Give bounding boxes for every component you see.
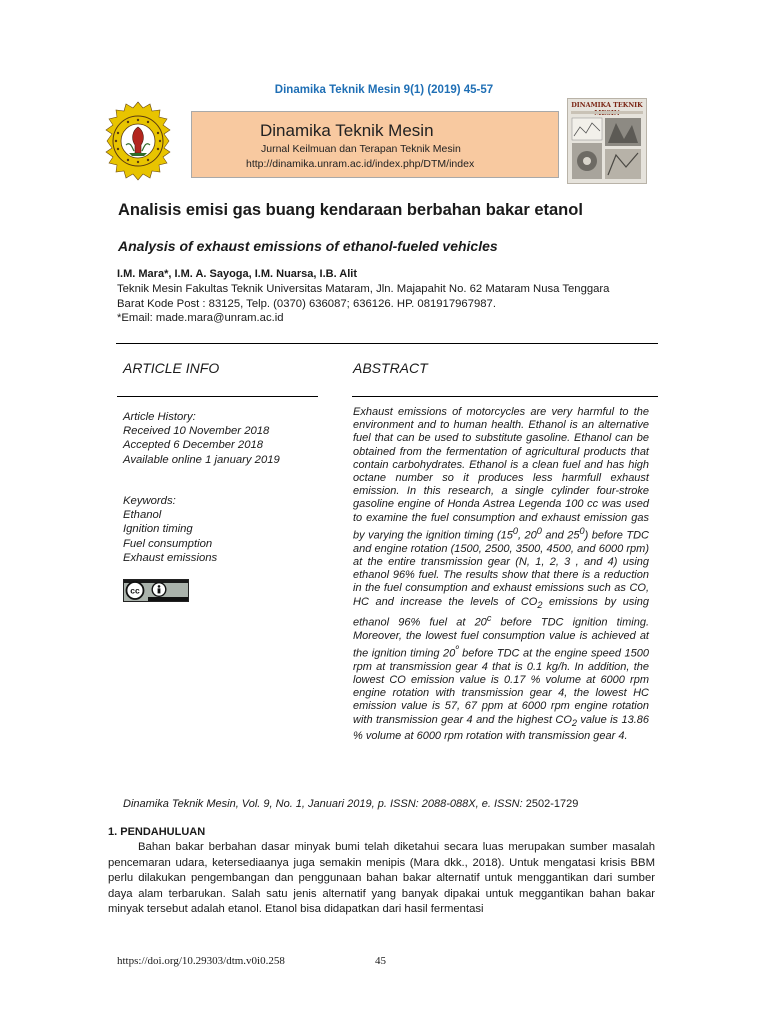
abstract-text [353, 406, 649, 743]
authors: I.M. Mara*, I.M. A. Sayoga, I.M. Nuarsa, I.B. Alit [117, 268, 358, 280]
superscript: 0 [512, 525, 519, 536]
divider [117, 396, 318, 397]
section-body [108, 840, 655, 918]
divider [352, 396, 658, 397]
journal-issn-line [123, 798, 578, 810]
superscript: º [455, 643, 459, 654]
university-seal-icon [93, 101, 183, 181]
journal-cover-image [567, 98, 647, 184]
subscript: 2 [537, 599, 543, 610]
keywords [123, 494, 217, 565]
history-line: Article History: [123, 411, 196, 423]
affiliation-line: Teknik Mesin Fakultas Teknik Universitas Mataram, Jln. Majapahit No. 62 Mataram Nusa Tenggara [117, 283, 610, 295]
superscript: 0 [536, 525, 542, 536]
paper-title: Analisis emisi gas buang kendaraan berbahan bakar etanol [118, 201, 583, 219]
history-line: Received 10 November 2018 [123, 425, 270, 438]
banner-url[interactable]: http://dinamika.unram.ac.id/index.php/DTM/index [246, 158, 475, 170]
subscript: 2 [571, 717, 577, 728]
abstract-segment: value is 13.86 % volume at 6000 rpm rotation with transmission gear 4. [353, 713, 649, 743]
section-heading: 1. PENDAHULUAN [108, 826, 206, 838]
body-paragraph: Bahan bakar berbahan dasar minyak bumi telah diketahui secara luas merupakan sumber masalah pencemaran udara, ketersediaanya juga semakin menipis (Mara dkk., 2018). Untuk mengatasi krisis BBM perlu dilakukan pengembangan dan penggunaan bahan bakar alternatif untuk menggantikan dari sumber daya alam terbarukan. Salah satu jenis alternatif yang banyak dipakai untuk meggantikan bahan bakar minyak tersebut adalah etanol. Etanol bisa didapatkan dari hasil fermentasi [108, 841, 655, 916]
svg-text:cc: cc [130, 585, 140, 596]
superscript: c [486, 612, 492, 623]
abstract-segment: emissions by using ethanol 96% fuel at 20 [353, 595, 649, 629]
abstract-segment: Exhaust emissions of motorcycles are very harmful to the environment and to human health. Ethanol is an alternative fuel that can be used to substitute gasoline. Ethanol can be obtained from the fermentation of agricultural products that contain carbohydrates. Ethanol is a clean fuel and has high octane number so it produces less harmfull exhaust emission. In this research, a single cylinder four-stroke gasoline engine of Honda Astrea Legenda 100 cc was used to examine the fuel consumption and exhaust emission gas by varying the ignition timing (15 [353, 406, 649, 542]
article-history [123, 410, 280, 467]
banner-title: Dinamika Teknik Mesin [260, 121, 434, 140]
keyword-line: Exhaust emissions [123, 551, 218, 564]
eissn-value: 2502-1729 [525, 798, 579, 810]
abstract-segment: before TDC ignition timing. Moreover, the lowest fuel consumption value is achieved at the ignition timing 20 [353, 616, 649, 660]
abstract-heading: ABSTRACT [353, 360, 428, 376]
paper-title-english: Analysis of exhaust emissions of ethanol-fueled vehicles [118, 238, 498, 254]
journal-issn-text: Dinamika Teknik Mesin, Vol. 9, No. 1, Januari 2019, p. ISSN: 2088-088X, e. ISSN: [123, 798, 526, 810]
abstract-segment: before TDC at the engine speed 1500 rpm at transmission gear 4 that is 0.1 kg/h. In addition, the lowest CO emission value is 0.17 % volume at 6000 rpm engine rotation with transmission gear 4, the lowest HC emission value is 57, 67 ppm at 6000 rpm engine rotation with transmission gear 4 and the highest CO [353, 647, 649, 726]
doi-link[interactable]: https://doi.org/10.29303/dtm.v0i0.258 [117, 955, 285, 967]
cover-title: DINAMIKA TEKNIK [571, 101, 643, 109]
abstract-segment: ) before TDC and engine rotation (1500, 2500, 3500, 4500, and 6000 rpm) at the entire transmission gear (N, 1, 2, 3 , and 4) using ethanol 96% fuel. The results show that there is a reduction in the fuel consumption and exhaust emissions such as CO, HC and increase the levels of CO [353, 529, 650, 608]
history-line: Available online 1 january 2019 [123, 453, 280, 466]
journal-banner [191, 111, 559, 178]
keyword-line: Keywords: [123, 495, 176, 507]
keyword-line: Ethanol [123, 509, 162, 522]
keyword-line: Ignition timing [123, 523, 193, 536]
article-info-heading: ARTICLE INFO [123, 360, 220, 376]
affiliation-line: Barat Kode Post : 83125, Telp. (0370) 636087; 636126. HP. 081917967987. [117, 298, 496, 310]
email-line: *Email: made.mara@unram.ac.id [117, 312, 284, 324]
cc-by-icon [124, 580, 188, 601]
keyword-line: Fuel consumption [123, 537, 213, 550]
superscript: 0 [579, 525, 585, 536]
page-number: 45 [375, 955, 386, 967]
cc-by-icon[interactable] [123, 579, 189, 602]
banner-subtitle: Jurnal Keilmuan dan Terapan Teknik Mesin [261, 143, 461, 155]
journal-citation: Dinamika Teknik Mesin 9(1) (2019) 45-57 [274, 84, 494, 96]
cover-illustration-icon [568, 109, 646, 184]
abstract-segment: , 20 [518, 529, 537, 542]
history-line: Accepted 6 December 2018 [123, 439, 264, 452]
abstract-segment: and 25 [541, 529, 580, 542]
divider [116, 343, 658, 344]
